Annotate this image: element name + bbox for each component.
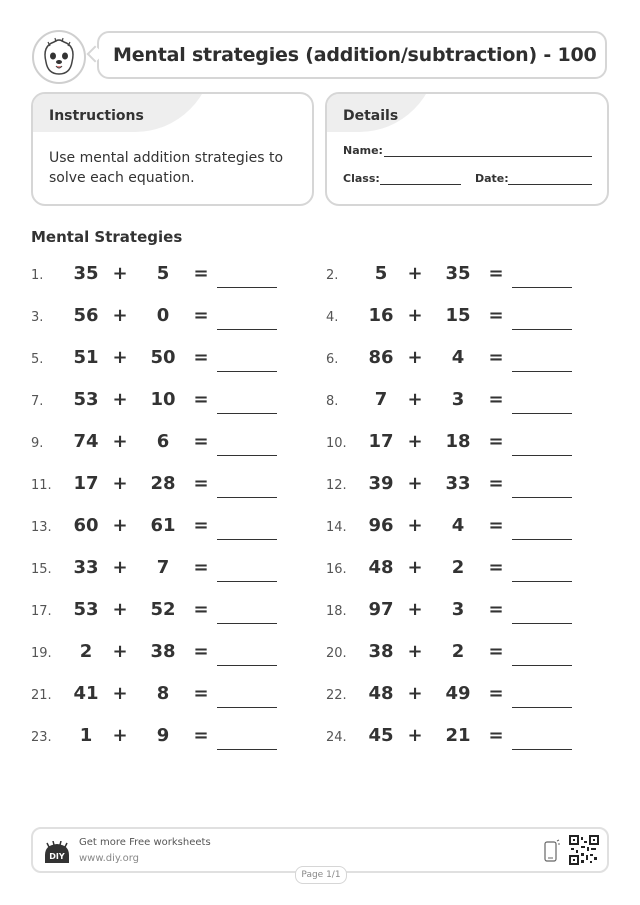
first-operand: 53 (73, 389, 99, 410)
equals-sign: = (193, 515, 209, 536)
answer-blank[interactable] (217, 455, 277, 456)
equals-sign: = (488, 473, 504, 494)
question-item (326, 389, 586, 415)
second-operand: 4 (451, 347, 465, 368)
question-item (31, 725, 291, 751)
second-operand: 15 (445, 305, 471, 326)
question-number: 18. (326, 604, 347, 619)
equals-sign: = (193, 389, 209, 410)
operator-sign: + (112, 599, 128, 620)
diy-logo-icon (43, 841, 71, 865)
question-item (326, 641, 586, 667)
first-operand: 60 (73, 515, 99, 536)
second-operand: 10 (150, 389, 176, 410)
first-operand: 7 (374, 389, 388, 410)
second-operand: 52 (150, 599, 176, 620)
operator-sign: + (112, 683, 128, 704)
operator-sign: + (407, 347, 423, 368)
question-number: 8. (326, 394, 339, 409)
answer-blank[interactable] (512, 539, 572, 540)
first-operand: 35 (73, 263, 99, 284)
question-number: 10. (326, 436, 347, 451)
name-label: Name: (343, 144, 383, 157)
first-operand: 17 (368, 431, 394, 452)
second-operand: 49 (445, 683, 471, 704)
instructions-heading: Instructions (49, 108, 144, 124)
first-operand: 74 (73, 431, 99, 452)
second-operand: 8 (156, 683, 170, 704)
operator-sign: + (407, 725, 423, 746)
page-indicator: Page 1/1 (295, 866, 347, 884)
first-operand: 38 (368, 641, 394, 662)
equals-sign: = (193, 725, 209, 746)
second-operand: 7 (156, 557, 170, 578)
answer-blank[interactable] (217, 749, 277, 750)
equals-sign: = (193, 305, 209, 326)
question-item (31, 515, 291, 541)
second-operand: 6 (156, 431, 170, 452)
first-operand: 97 (368, 599, 394, 620)
equals-sign: = (193, 347, 209, 368)
class-label: Class: (343, 172, 380, 185)
answer-blank[interactable] (512, 287, 572, 288)
operator-sign: + (407, 389, 423, 410)
answer-blank[interactable] (217, 287, 277, 288)
first-operand: 86 (368, 347, 394, 368)
equals-sign: = (488, 263, 504, 284)
operator-sign: + (112, 347, 128, 368)
answer-blank[interactable] (217, 371, 277, 372)
second-operand: 3 (451, 389, 465, 410)
question-item (326, 599, 586, 625)
page-title: Mental strategies (addition/subtraction) - 100 (113, 44, 597, 66)
answer-blank[interactable] (512, 329, 572, 330)
operator-sign: + (112, 305, 128, 326)
answer-blank[interactable] (217, 539, 277, 540)
footer-website-link[interactable]: www.diy.org (79, 853, 139, 864)
first-operand: 1 (79, 725, 93, 746)
equals-sign: = (193, 641, 209, 662)
question-number: 14. (326, 520, 347, 535)
question-number: 22. (326, 688, 347, 703)
question-number: 15. (31, 562, 52, 577)
question-number: 5. (31, 352, 44, 367)
operator-sign: + (407, 641, 423, 662)
first-operand: 5 (374, 263, 388, 284)
question-number: 12. (326, 478, 347, 493)
answer-blank[interactable] (512, 455, 572, 456)
operator-sign: + (112, 515, 128, 536)
second-operand: 0 (156, 305, 170, 326)
answer-blank[interactable] (512, 497, 572, 498)
second-operand: 4 (451, 515, 465, 536)
second-operand: 2 (451, 641, 465, 662)
question-item (326, 347, 586, 373)
first-operand: 41 (73, 683, 99, 704)
answer-blank[interactable] (217, 413, 277, 414)
equals-sign: = (488, 557, 504, 578)
question-number: 2. (326, 268, 339, 283)
instructions-text: Use mental addition strategies to solve each equation. (49, 150, 284, 186)
second-operand: 2 (451, 557, 465, 578)
instructions-panel (31, 92, 314, 206)
question-number: 7. (31, 394, 44, 409)
question-item (31, 389, 291, 415)
second-operand: 5 (156, 263, 170, 284)
first-operand: 45 (368, 725, 394, 746)
question-item (31, 641, 291, 667)
first-operand: 39 (368, 473, 394, 494)
question-number: 20. (326, 646, 347, 661)
question-item (326, 725, 586, 751)
second-operand: 9 (156, 725, 170, 746)
second-operand: 38 (150, 641, 176, 662)
answer-blank[interactable] (217, 707, 277, 708)
question-number: 6. (326, 352, 339, 367)
question-number: 13. (31, 520, 52, 535)
second-operand: 18 (445, 431, 471, 452)
answer-blank[interactable] (512, 371, 572, 372)
question-item (31, 305, 291, 331)
mascot-avatar (32, 30, 86, 84)
question-number: 11. (31, 478, 52, 493)
answer-blank[interactable] (512, 413, 572, 414)
answer-blank[interactable] (217, 665, 277, 666)
first-operand: 2 (79, 641, 93, 662)
equals-sign: = (488, 515, 504, 536)
first-operand: 16 (368, 305, 394, 326)
question-item (31, 557, 291, 583)
first-operand: 33 (73, 557, 99, 578)
first-operand: 56 (73, 305, 99, 326)
first-operand: 51 (73, 347, 99, 368)
operator-sign: + (112, 557, 128, 578)
question-number: 23. (31, 730, 52, 745)
question-item (31, 473, 291, 499)
equals-sign: = (193, 473, 209, 494)
operator-sign: + (407, 683, 423, 704)
question-item (31, 263, 291, 289)
question-item (326, 263, 586, 289)
question-number: 3. (31, 310, 44, 325)
equals-sign: = (488, 599, 504, 620)
question-number: 17. (31, 604, 52, 619)
question-item (31, 431, 291, 457)
first-operand: 48 (368, 683, 394, 704)
answer-blank[interactable] (217, 329, 277, 330)
answer-blank[interactable] (512, 581, 572, 582)
operator-sign: + (112, 389, 128, 410)
question-item (31, 599, 291, 625)
name-field[interactable] (384, 156, 592, 157)
question-item (326, 515, 586, 541)
second-operand: 3 (451, 599, 465, 620)
operator-sign: + (407, 305, 423, 326)
question-number: 4. (326, 310, 339, 325)
question-item (326, 305, 586, 331)
question-item (326, 473, 586, 499)
footer-promo-text: Get more Free worksheets (79, 837, 211, 848)
answer-blank[interactable] (217, 581, 277, 582)
second-operand: 33 (445, 473, 471, 494)
equals-sign: = (193, 683, 209, 704)
equals-sign: = (193, 599, 209, 620)
operator-sign: + (407, 599, 423, 620)
operator-sign: + (407, 431, 423, 452)
question-item (326, 683, 586, 709)
date-label: Date: (475, 172, 509, 185)
qr-code-icon (569, 835, 599, 865)
class-field[interactable] (380, 184, 461, 185)
answer-blank[interactable] (512, 707, 572, 708)
equals-sign: = (488, 683, 504, 704)
equals-sign: = (193, 431, 209, 452)
answer-blank[interactable] (217, 497, 277, 498)
operator-sign: + (407, 473, 423, 494)
equals-sign: = (488, 305, 504, 326)
equals-sign: = (488, 347, 504, 368)
operator-sign: + (407, 515, 423, 536)
operator-sign: + (112, 725, 128, 746)
phone-icon (543, 839, 561, 863)
question-number: 19. (31, 646, 52, 661)
mascot-icon (34, 32, 84, 82)
question-item (326, 431, 586, 457)
section-title: Mental Strategies (31, 228, 183, 246)
operator-sign: + (112, 641, 128, 662)
operator-sign: + (407, 557, 423, 578)
answer-blank[interactable] (512, 623, 572, 624)
question-number: 24. (326, 730, 347, 745)
details-heading: Details (343, 108, 399, 124)
second-operand: 61 (150, 515, 176, 536)
equals-sign: = (193, 557, 209, 578)
first-operand: 96 (368, 515, 394, 536)
question-item (326, 557, 586, 583)
question-number: 21. (31, 688, 52, 703)
equals-sign: = (488, 389, 504, 410)
first-operand: 17 (73, 473, 99, 494)
equals-sign: = (488, 641, 504, 662)
operator-sign: + (407, 263, 423, 284)
question-item (31, 347, 291, 373)
equals-sign: = (193, 263, 209, 284)
question-item (31, 683, 291, 709)
second-operand: 50 (150, 347, 176, 368)
answer-blank[interactable] (512, 665, 572, 666)
operator-sign: + (112, 263, 128, 284)
date-field[interactable] (508, 184, 592, 185)
first-operand: 53 (73, 599, 99, 620)
first-operand: 48 (368, 557, 394, 578)
equals-sign: = (488, 431, 504, 452)
answer-blank[interactable] (217, 623, 277, 624)
svg-text:DIY: DIY (49, 852, 65, 861)
question-number: 1. (31, 268, 44, 283)
operator-sign: + (112, 431, 128, 452)
answer-blank[interactable] (512, 749, 572, 750)
second-operand: 35 (445, 263, 471, 284)
question-number: 16. (326, 562, 347, 577)
details-panel (325, 92, 609, 206)
second-operand: 28 (150, 473, 176, 494)
second-operand: 21 (445, 725, 471, 746)
question-number: 9. (31, 436, 44, 451)
title-box (97, 31, 607, 79)
equals-sign: = (488, 725, 504, 746)
operator-sign: + (112, 473, 128, 494)
